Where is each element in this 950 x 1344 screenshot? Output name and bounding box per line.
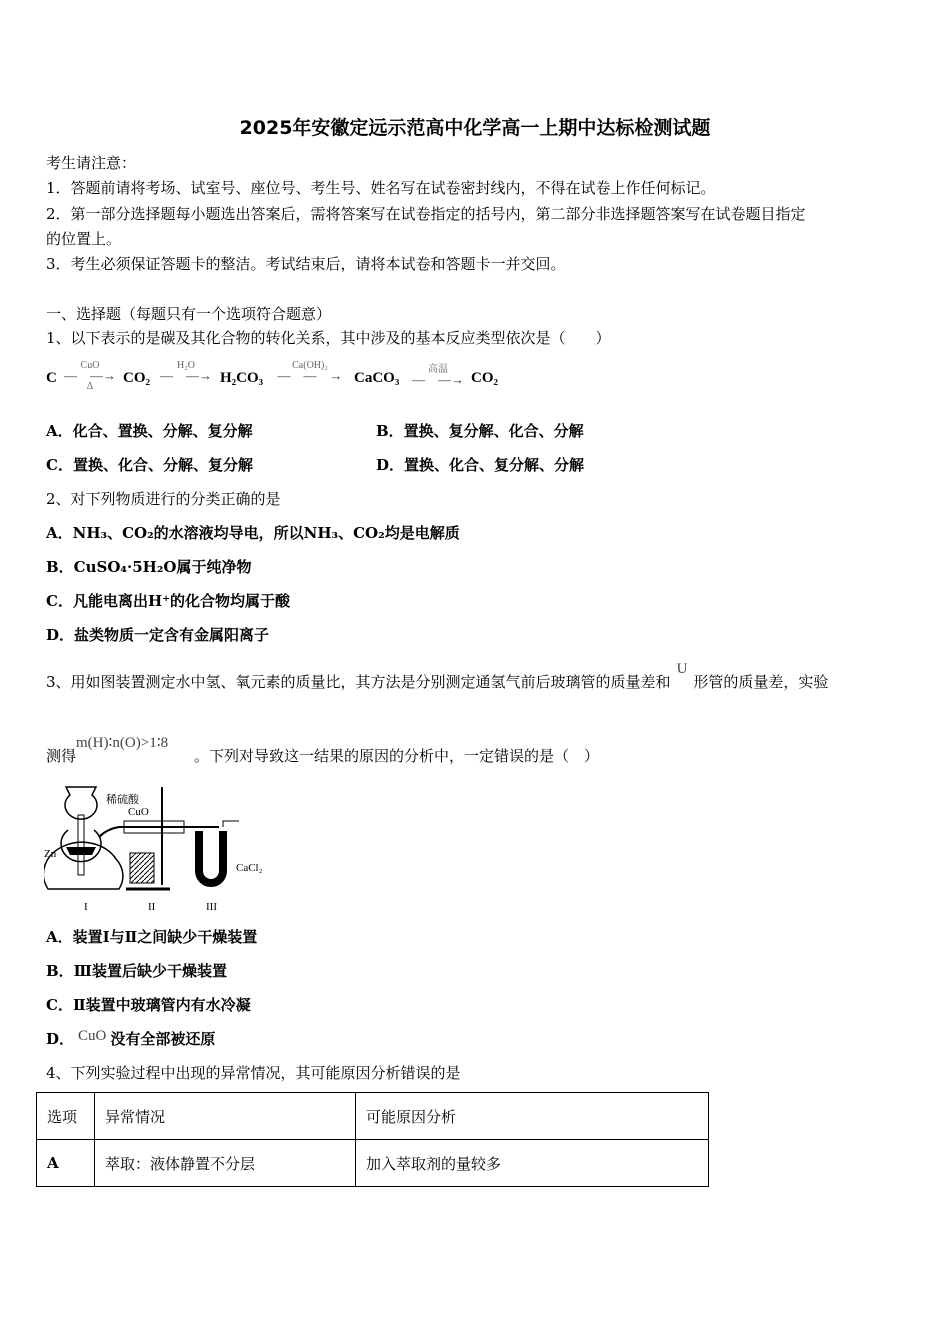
option-d[interactable]: D． CuO 没有全部被还原 — [46, 1028, 216, 1048]
analysis-table — [36, 1092, 709, 1187]
arrow-condition: CuO — —→ Δ — [63, 360, 116, 392]
svg-text:I: I — [84, 901, 88, 913]
species: CO₂ — [471, 370, 498, 386]
svg-text:III: III — [206, 901, 217, 913]
apparatus-figure — [44, 785, 274, 915]
option-c[interactable]: C．Ⅱ装置中玻璃管内有水冷凝 — [46, 996, 251, 1014]
table-header-row: 选项 异常情况 可能原因分析 — [37, 1093, 709, 1140]
svg-text:CuO: CuO — [128, 806, 149, 818]
q3-stem-line2: 测得m(H)∶n(O)>1∶8。下列对导致这一结果的原因的分析中，一定错误的是（ ） — [46, 735, 600, 765]
option-b[interactable]: B．Ⅲ装置后缺少干燥装置 — [46, 962, 227, 980]
svg-text:Zn: Zn — [44, 848, 57, 860]
notice-item: 1．答题前请将考场、试室号、座位号、考生号、姓名写在试卷密封线内，不得在试卷上作任何标记。 — [46, 179, 716, 197]
ratio-formula: m(H)∶n(O)>1∶8 — [76, 735, 169, 751]
option-c[interactable]: C．凡能电离出H⁺的化合物均属于酸 — [46, 592, 291, 610]
svg-text:CaCl₂: CaCl₂ — [236, 862, 263, 874]
species: H₂CO₃ — [220, 370, 264, 386]
svg-text:稀硫酸: 稀硫酸 — [106, 794, 139, 806]
species: CO₂ — [123, 370, 150, 386]
svg-text:II: II — [148, 901, 156, 913]
option-d[interactable]: D．盐类物质一定含有金属阳离子 — [46, 626, 270, 644]
q3-stem: 3、用如图装置测定水中氢、氧元素的质量比，其方法是分别测定通氢气前后玻璃管的质量差和U形管的质量差，实验 — [46, 661, 829, 691]
u-tube-symbol: U — [676, 661, 688, 677]
option-b[interactable]: B．置换、复分解、化合、分解 — [376, 422, 584, 440]
notice-item: 2．第一部分选择题每小题选出答案后，需将答案写在试卷指定的括号内，第二部分非选择题答案写在试卷题目指定 — [46, 205, 806, 223]
species: C — [46, 370, 57, 386]
arrow-condition: Ca(OH)₂ — — → — [277, 360, 343, 383]
page-title: 2025年安徽定远示范高中化学高一上期中达标检测试题 — [239, 117, 711, 139]
notice-item: 的位置上。 — [46, 230, 122, 248]
notice-item: 3．考生必须保证答题卡的整洁。考试结束后，请将本试卷和答题卡一并交回。 — [46, 255, 566, 273]
option-b[interactable]: B．CuSO₄·5H₂O属于纯净物 — [46, 558, 252, 576]
q2-stem: 2、对下列物质进行的分类正确的是 — [46, 490, 281, 508]
arrow-condition: H₂O — —→ — [159, 360, 212, 383]
q1-stem: 1、以下表示的是碳及其化合物的转化关系，其中涉及的基本反应类型依次是（ ） — [46, 329, 611, 347]
section-heading: 一、选择题（每题只有一个选项符合题意） — [46, 305, 332, 323]
option-a[interactable]: A．化合、置换、分解、复分解 — [46, 422, 253, 440]
option-a[interactable]: A．NH₃、CO₂的水溶液均导电，所以NH₃、CO₂均是电解质 — [46, 524, 460, 542]
q4-stem: 4、下列实验过程中出现的异常情况，其可能原因分析错误的是 — [46, 1064, 461, 1082]
table-row: A 萃取：液体静置不分层 加入萃取剂的量较多 — [37, 1140, 709, 1187]
option-d[interactable]: D．置换、化合、复分解、分解 — [376, 456, 585, 474]
arrow-condition: 高温 — —→ — [411, 364, 464, 387]
notice-heading: 考生请注意： — [46, 154, 137, 172]
species: CaCO₃ — [354, 370, 400, 386]
option-a[interactable]: A．装置Ⅰ与Ⅱ之间缺少干燥装置 — [46, 928, 258, 946]
option-c[interactable]: C．置换、化合、分解、复分解 — [46, 456, 253, 474]
